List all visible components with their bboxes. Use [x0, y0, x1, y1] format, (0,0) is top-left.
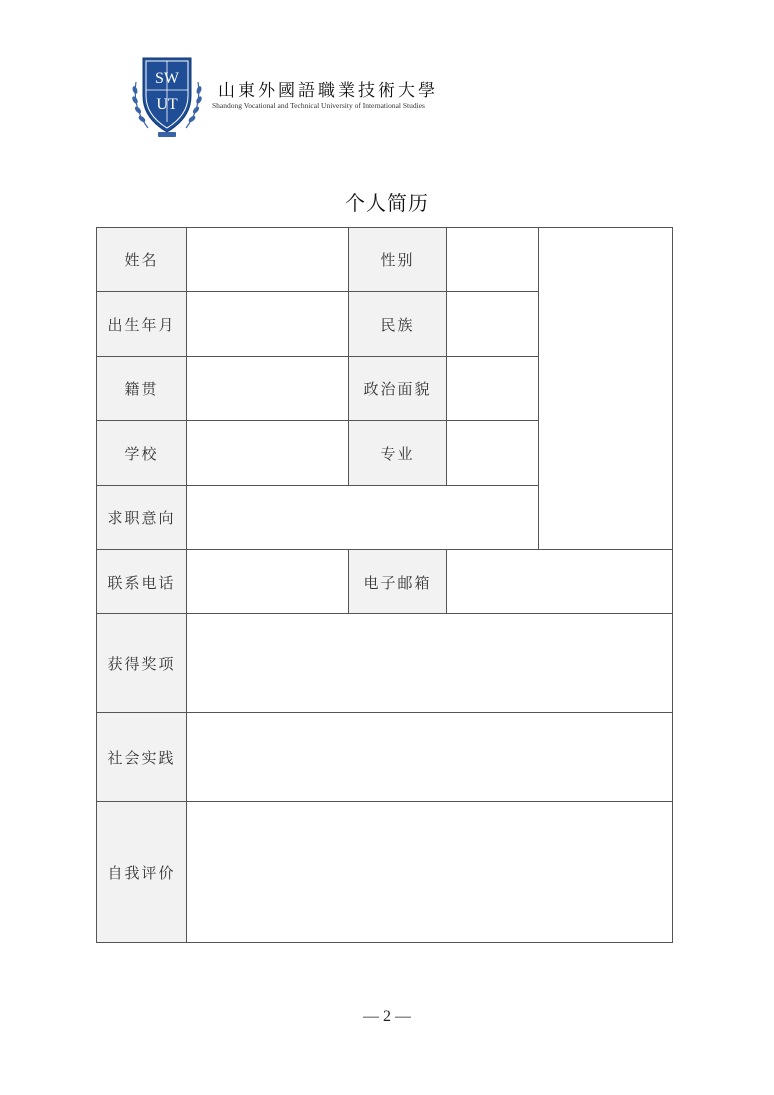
awards-field[interactable] — [187, 614, 673, 713]
page-number: — 2 — — [363, 1008, 411, 1025]
gender-label: 性别 — [349, 227, 446, 292]
job-intention-label: 求职意向 — [96, 485, 187, 550]
self-evaluation-label: 自我评价 — [96, 802, 187, 943]
row-divider — [96, 712, 673, 713]
ethnicity-field[interactable] — [446, 292, 539, 356]
row-divider — [96, 485, 539, 486]
school-label: 学校 — [96, 421, 187, 485]
birth-field[interactable] — [187, 292, 349, 356]
column-divider — [348, 549, 349, 614]
photo-area[interactable] — [539, 227, 673, 550]
email-label: 电子邮箱 — [349, 550, 446, 614]
major-field[interactable] — [446, 421, 539, 485]
university-name-cn: 山東外國語職業技術大學 — [218, 81, 438, 101]
column-divider — [446, 549, 447, 614]
social-practice-label: 社会实践 — [96, 713, 187, 802]
row-divider — [96, 549, 673, 550]
column-divider — [186, 227, 187, 943]
row-divider — [96, 356, 539, 357]
document-title: 个人简历 — [345, 191, 429, 215]
phone-field[interactable] — [187, 550, 349, 614]
table-border-top — [96, 227, 673, 228]
table-border-bottom — [96, 942, 673, 943]
gender-field[interactable] — [446, 227, 539, 292]
phone-label: 联系电话 — [96, 550, 187, 614]
name-label: 姓名 — [96, 227, 187, 292]
column-divider — [538, 227, 539, 550]
university-logo — [130, 52, 204, 140]
ethnicity-label: 民族 — [349, 292, 446, 356]
row-divider — [96, 613, 673, 614]
name-field[interactable] — [187, 227, 349, 292]
native-place-field[interactable] — [187, 356, 349, 421]
column-divider — [446, 227, 447, 485]
job-intention-field[interactable] — [187, 485, 539, 550]
political-status-field[interactable] — [446, 356, 539, 421]
social-practice-field[interactable] — [187, 713, 673, 802]
major-label: 专业 — [349, 421, 446, 485]
table-border-left — [96, 227, 97, 943]
political-status-label: 政治面貌 — [349, 356, 446, 421]
row-divider — [96, 801, 673, 802]
row-divider — [96, 291, 539, 292]
letterhead — [130, 52, 450, 142]
logo-top-text: SW — [155, 70, 179, 87]
column-divider — [348, 227, 349, 485]
self-evaluation-field[interactable] — [187, 802, 673, 943]
university-name-en: Shandong Vocational and Technical University of International Studies — [212, 101, 425, 110]
logo-bottom-text: UT — [156, 96, 178, 113]
table-border-right — [672, 227, 673, 943]
row-divider — [96, 420, 539, 421]
awards-label: 获得奖项 — [96, 614, 187, 713]
email-field[interactable] — [446, 550, 673, 614]
school-field[interactable] — [187, 421, 349, 485]
birth-label: 出生年月 — [96, 292, 187, 356]
native-place-label: 籍贯 — [96, 356, 187, 421]
